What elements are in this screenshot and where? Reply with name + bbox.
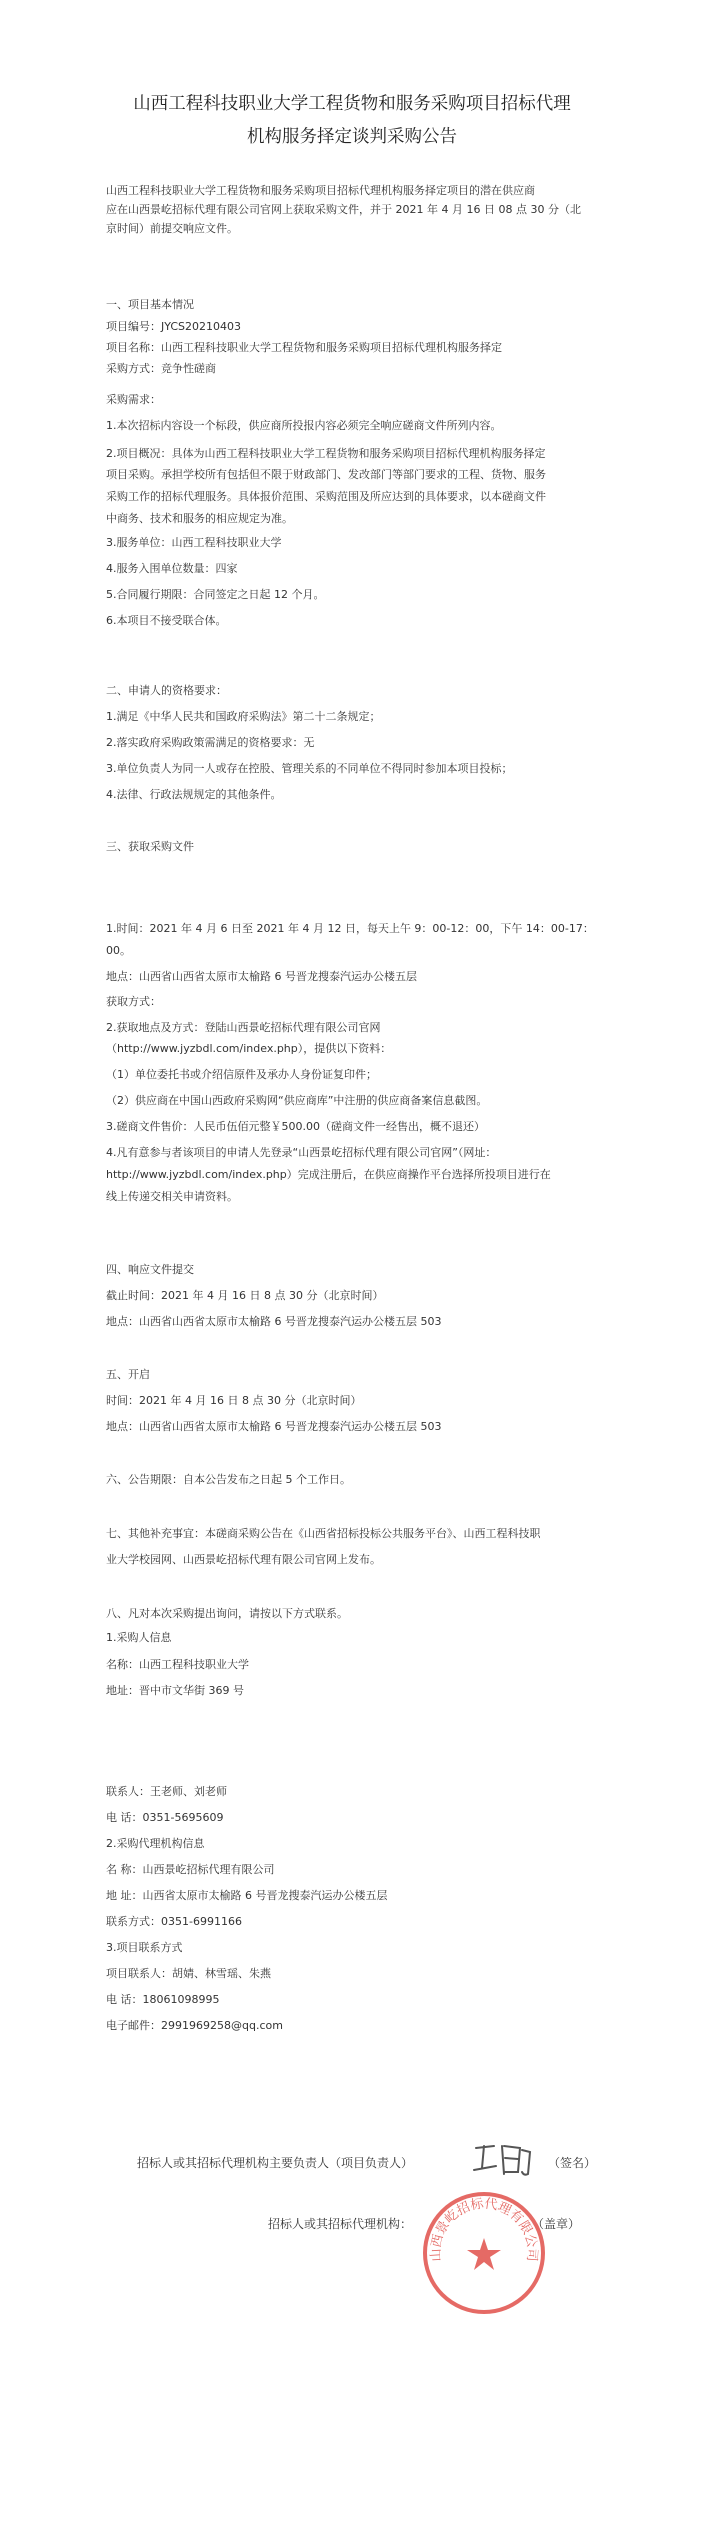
requirement-line: 项目采购。承担学校所有包括但不限于财政部门、发改部门等部门要求的工程、货物、服务 bbox=[106, 468, 546, 481]
contact-line: 电 话：0351-5695609 bbox=[106, 1811, 224, 1824]
submission-location: 地点：山西省山西省太原市太榆路 6 号晋龙搜泰汽运办公楼五层 503 bbox=[106, 1315, 442, 1328]
requirement-line: 2.项目概况：具体为山西工程科技职业大学工程货物和服务采购项目招标代理机构服务择定 bbox=[106, 447, 546, 460]
intro-line: 山西工程科技职业大学工程货物和服务采购项目招标代理机构服务择定项目的潜在供应商 bbox=[106, 184, 535, 197]
contact-line: 2.采购代理机构信息 bbox=[106, 1837, 205, 1850]
procurement-needs-label: 采购需求： bbox=[106, 393, 161, 406]
handwritten-signature-icon bbox=[470, 2138, 534, 2180]
document-line: 3.磋商文件售价：人民币伍佰元整￥500.00（磋商文件一经售出，概不退还） bbox=[106, 1120, 485, 1133]
contact-line: 地 址：山西省太原市太榆路 6 号晋龙搜泰汽运办公楼五层 bbox=[106, 1889, 388, 1902]
qualification-line: 2.落实政府采购政策需满足的资格要求：无 bbox=[106, 736, 315, 749]
supplementary-line: 业大学校园网、山西景屹招标代理有限公司官网上发布。 bbox=[106, 1553, 381, 1566]
requirement-line: 4.服务入围单位数量：四家 bbox=[106, 562, 238, 575]
requirement-line: 6.本项目不接受联合体。 bbox=[106, 614, 227, 627]
contact-line: 3.项目联系方式 bbox=[106, 1941, 183, 1954]
document-url-line: （http://www.jyzbdl.com/index.php），提供以下资料： bbox=[106, 1042, 392, 1055]
document-line: 地点：山西省山西省太原市太榆路 6 号晋龙搜泰汽运办公楼五层 bbox=[106, 970, 417, 983]
contact-line: 联系方式：0351-6991166 bbox=[106, 1915, 242, 1928]
document-url-line: http://www.jyzbdl.com/index.php）完成注册后，在供应商操作平台选择所投项目进行在 bbox=[106, 1168, 551, 1181]
project-number: 项目编号：JYCS20210403 bbox=[106, 320, 242, 333]
procurement-method: 采购方式：竞争性磋商 bbox=[106, 362, 216, 375]
opening-location: 地点：山西省山西省太原市太榆路 6 号晋龙搜泰汽运办公楼五层 503 bbox=[106, 1420, 442, 1433]
document-line: 00。 bbox=[106, 944, 131, 957]
submission-deadline: 截止时间：2021 年 4 月 16 日 8 点 30 分（北京时间） bbox=[106, 1289, 384, 1302]
document-line: （1）单位委托书或介绍信原件及承办人身份证复印件； bbox=[106, 1068, 377, 1081]
seal-suffix: （盖章） bbox=[532, 2217, 581, 2231]
contact-line: 电 话：18061098995 bbox=[106, 1993, 220, 2006]
purchaser-address: 地址：晋中市文华街 369 号 bbox=[106, 1684, 244, 1697]
document-line: 获取方式： bbox=[106, 995, 161, 1008]
title-line-1: 山西工程科技职业大学工程货物和服务采购项目招标代理 bbox=[133, 94, 571, 114]
project-name: 项目名称：山西工程科技职业大学工程货物和服务采购项目招标代理机构服务择定 bbox=[106, 341, 502, 354]
contact-line: 名 称：山西景屹招标代理有限公司 bbox=[106, 1863, 275, 1876]
qualification-line: 1.满足《中华人民共和国政府采购法》第二十二条规定； bbox=[106, 710, 381, 723]
seal-text: 山西景屹招标代理有限公司 bbox=[428, 2196, 540, 2262]
requirement-line: 1.本次招标内容设一个标段，供应商所投报内容必须完全响应磋商文件所列内容。 bbox=[106, 419, 502, 432]
signature-suffix: （签名） bbox=[548, 2156, 597, 2170]
contact-line: 联系人：王老师、刘老师 bbox=[106, 1785, 227, 1798]
intro-line: 应在山西景屹招标代理有限公司官网上获取采购文件，并于 2021 年 4 月 16 日 08 点 30 分（北 bbox=[106, 203, 581, 216]
contact-line: 项目联系人：胡婧、林雪瑶、朱燕 bbox=[106, 1967, 271, 1980]
requirement-line: 3.服务单位：山西工程科技职业大学 bbox=[106, 536, 282, 549]
section-heading: 三、获取采购文件 bbox=[106, 840, 194, 853]
purchaser-name: 名称：山西工程科技职业大学 bbox=[106, 1658, 249, 1671]
section-heading: 五、开启 bbox=[106, 1368, 150, 1381]
document-line: 2.获取地点及方式：登陆山西景屹招标代理有限公司官网 bbox=[106, 1021, 381, 1034]
notice-period: 六、公告期限：自本公告发布之日起 5 个工作日。 bbox=[106, 1473, 351, 1486]
signature-line: 招标人或其招标代理机构主要负责人（项目负责人） bbox=[137, 2156, 414, 2170]
title-line-2: 机构服务择定谈判采购公告 bbox=[247, 127, 457, 147]
section-heading: 八、凡对本次采购提出询问，请按以下方式联系。 bbox=[106, 1607, 348, 1620]
requirement-line: 采购工作的招标代理服务。具体报价范围、采购范围及所应达到的具体要求，以本磋商文件 bbox=[106, 490, 546, 503]
intro-line: 京时间）前提交响应文件。 bbox=[106, 222, 238, 235]
document-line: （2）供应商在中国山西政府采购网“供应商库”中注册的供应商备案信息截图。 bbox=[106, 1094, 488, 1107]
document-line: 1.时间：2021 年 4 月 6 日至 2021 年 4 月 12 日，每天上午 9：00-12：00，下午 14：00-17： bbox=[106, 922, 594, 935]
section-heading: 四、响应文件提交 bbox=[106, 1263, 194, 1276]
document-line: 线上传递交相关申请资料。 bbox=[106, 1190, 238, 1203]
purchaser-label: 1.采购人信息 bbox=[106, 1631, 172, 1644]
qualification-line: 3.单位负责人为同一人或存在控股、管理关系的不同单位不得同时参加本项目投标； bbox=[106, 762, 513, 775]
supplementary-line: 七、其他补充事宜：本磋商采购公告在《山西省招标投标公共服务平台》、山西工程科技职 bbox=[106, 1527, 541, 1540]
company-seal-icon bbox=[421, 2190, 547, 2316]
opening-time: 时间：2021 年 4 月 16 日 8 点 30 分（北京时间） bbox=[106, 1394, 362, 1407]
seal-line: 招标人或其招标代理机构： bbox=[268, 2217, 413, 2231]
page-title bbox=[40, 88, 664, 154]
section-heading: 一、项目基本情况 bbox=[106, 298, 194, 311]
requirement-line: 5.合同履行期限：合同签定之日起 12 个月。 bbox=[106, 588, 325, 601]
section-heading: 二、申请人的资格要求： bbox=[106, 684, 227, 697]
qualification-line: 4.法律、行政法规规定的其他条件。 bbox=[106, 788, 282, 801]
document-line: 4.凡有意参与者该项目的申请人先登录“山西景屹招标代理有限公司官网”（网址： bbox=[106, 1146, 497, 1159]
requirement-line: 中商务、技术和服务的相应规定为准。 bbox=[106, 512, 293, 525]
contact-email: 电子邮件：2991969258@qq.com bbox=[106, 2019, 283, 2032]
